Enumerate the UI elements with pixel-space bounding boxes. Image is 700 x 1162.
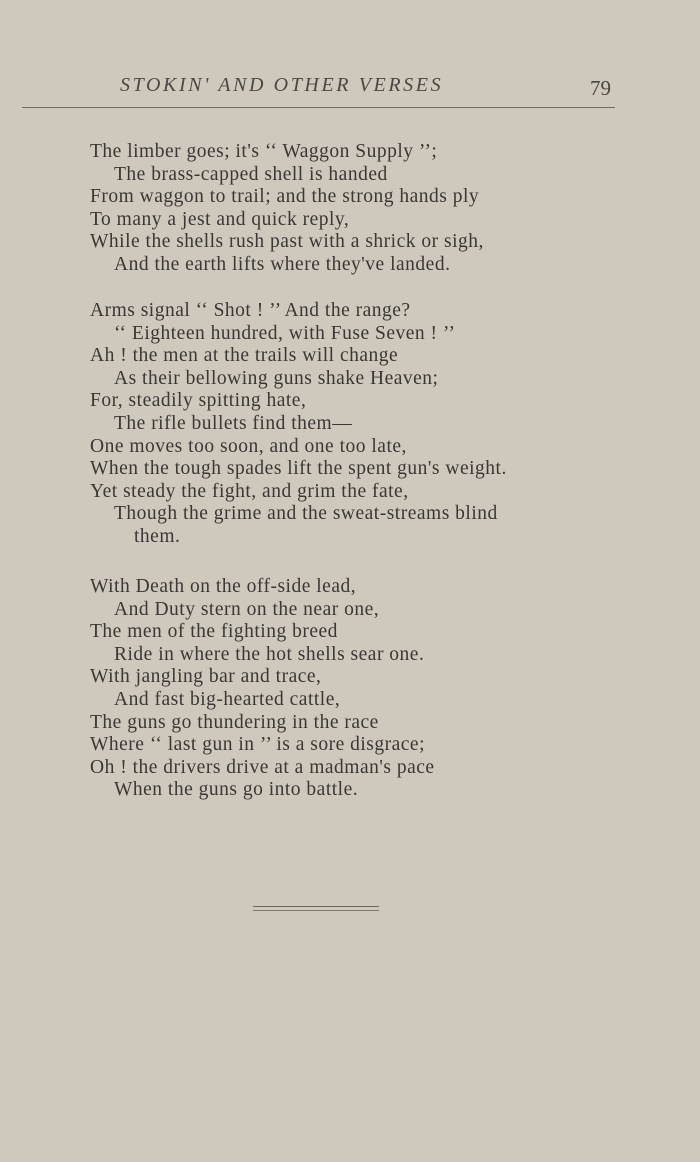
verse-line: The rifle bullets find them— <box>114 412 353 434</box>
verse-line: While the shells rush past with a shrick or sigh, <box>90 231 484 253</box>
verse-line: And Duty stern on the near one, <box>114 598 380 620</box>
verse-line: ‘‘ Eighteen hundred, with Fuse Seven ! ’’ <box>114 322 456 344</box>
verse-line: The guns go thundering in the race <box>90 711 379 733</box>
verse-line: For, steadily spitting hate, <box>90 390 307 412</box>
verse-line: The brass-capped shell is handed <box>114 163 388 185</box>
page-number: 79 <box>590 76 611 100</box>
stanza-2 <box>90 300 630 549</box>
stanza-1 <box>90 141 630 277</box>
running-title: STOKIN' AND OTHER VERSES <box>120 74 444 96</box>
verse-line: And fast big-hearted cattle, <box>114 688 341 710</box>
verse-line: The limber goes; it's ‘‘ Waggon Supply ’’; <box>90 141 438 162</box>
verse-line: The men of the fighting breed <box>90 621 338 643</box>
verse-line: Where ‘‘ last gun in ’’ is a sore disgrace; <box>90 734 425 756</box>
verse-line: Ride in where the hot shells sear one. <box>114 643 425 665</box>
stanza-3 <box>90 576 630 802</box>
verse-line: Ah ! the men at the trails will change <box>90 345 399 367</box>
tailpiece-rule <box>253 906 379 907</box>
verse-line: One moves too soon, and one too late, <box>90 435 407 457</box>
verse-line: As their bellowing guns shake Heaven; <box>114 367 439 389</box>
verse-line: Yet steady the fight, and grim the fate, <box>90 480 409 502</box>
verse-line: Arms signal ‘‘ Shot ! ’’ And the range? <box>90 300 411 321</box>
verse-line: To many a jest and quick reply, <box>90 208 350 230</box>
verse-line: them. <box>134 525 181 547</box>
header-rule <box>22 107 615 108</box>
verse-line: When the guns go into battle. <box>114 779 359 801</box>
verse-line: And the earth lifts where they've landed. <box>114 253 451 275</box>
page-header <box>0 74 700 104</box>
tailpiece-ornament <box>253 906 379 914</box>
verse-line: When the tough spades lift the spent gun's weight. <box>90 458 507 480</box>
verse-line: From waggon to trail; and the strong hands ply <box>90 186 480 208</box>
verse-line: Though the grime and the sweat-streams blind <box>114 503 498 525</box>
verse-line: With jangling bar and trace, <box>90 666 322 688</box>
tailpiece-rule <box>253 910 379 911</box>
verse-line: With Death on the off-side lead, <box>90 576 357 597</box>
verse-line: Oh ! the drivers drive at a madman's pace <box>90 756 435 778</box>
